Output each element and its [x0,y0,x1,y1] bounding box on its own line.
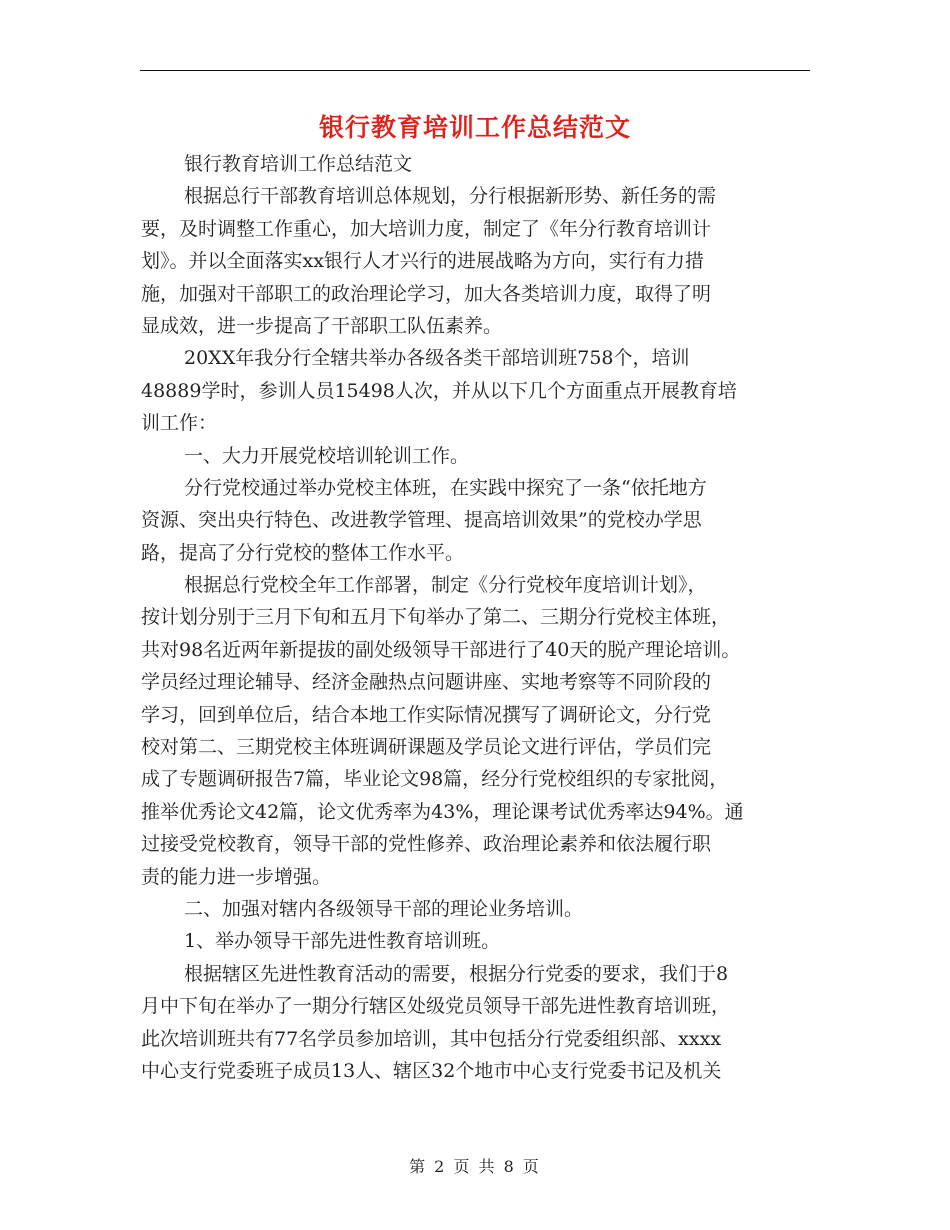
body-line: 分行党校通过举办党校主体班，在实践中探究了一条“依托地方 [184,476,707,499]
document-body [141,148,813,1087]
body-line: 二、加强对辖内各级领导干部的理论业务培训。 [184,897,584,920]
body-line: 根据辖区先进性教育活动的需要，根据分行党委的要求，我们于8 [184,962,729,985]
body-line: 资源、突出央行特色、改进教学管理、提高培训效果”的党校办学思 [141,509,702,532]
body-line: 过接受党校教育，领导干部的党性修养、政治理论素养和依法履行职 [141,833,712,856]
body-line: 1、举办领导干部先进性教育培训班。 [184,930,501,953]
body-line: 银行教育培训工作总结范文 [184,153,413,175]
body-line: 推举优秀论文42篇，论文优秀率为43%，理论课考试优秀率达94%。通 [141,800,744,823]
body-line: 责的能力进一步增强。 [141,865,332,888]
body-line: 根据总行干部教育培训总体规划，分行根据新形势、新任务的需 [184,185,717,208]
document-title: 银行教育培训工作总结范文 [318,113,631,142]
header-rule [140,70,810,71]
body-line: 校对第二、三期党校主体班调研课题及学员论文进行评估，学员们完 [141,736,712,759]
body-line: 48889学时，参训人员15498人次，并从以下几个方面重点开展教育培 [141,379,737,402]
body-line: 根据总行党校全年工作部署，制定《分行党校年度培训计划》， [184,574,707,597]
body-line: 训工作： [141,412,218,435]
body-line: 中心支行党委班子成员13人、辖区32个地市中心支行党委书记及机关 [141,1059,722,1082]
body-line: 此次培训班共有77名学员参加培训，其中包括分行党委组织部、xxxx [141,1027,722,1050]
body-line: 要，及时调整工作重心，加大培训力度，制定了《年分行教育培训计 [141,217,712,240]
body-line: 显成效，进一步提高了干部职工队伍素养。 [141,314,503,337]
body-line: 20XX年我分行全辖共举办各级各类干部培训班758个，培训 [184,347,690,370]
body-line: 一、大力开展党校培训轮训工作。 [184,444,470,467]
body-line: 成了专题调研报告7篇，毕业论文98篇，经分行党校组织的专家批阅， [141,768,729,791]
body-line: 划》。并以全面落实xx银行人才兴行的进展战略为方向，实行有力措 [141,250,704,273]
body-line: 按计划分别于三月下旬和五月下旬举办了第二、三期分行党校主体班， [141,606,731,629]
body-line: 学员经过理论辅导、经济金融热点问题讲座、实地考察等不同阶段的 [141,671,712,694]
page-footer: 第 2 页 共 8 页 [409,1157,541,1176]
body-line: 学习，回到单位后，结合本地工作实际情况撰写了调研论文，分行党 [141,703,712,726]
body-line: 月中下旬在举办了一期分行辖区处级党员领导干部先进性教育培训班， [141,995,731,1018]
body-line: 共对98名近两年新提拔的副处级领导干部进行了40天的脱产理论培训。 [141,638,741,661]
body-line: 路，提高了分行党校的整体工作水平。 [141,541,465,564]
body-line: 施，加强对干部职工的政治理论学习，加大各类培训力度，取得了明 [141,282,712,305]
